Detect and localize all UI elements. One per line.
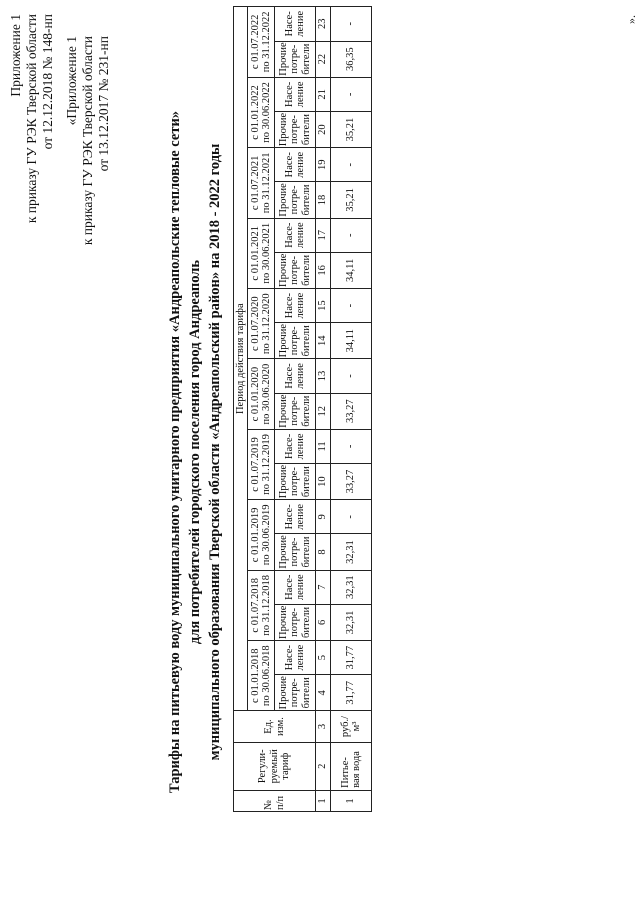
period-header: с 01.07.2022 по 31.12.2022 [248, 7, 275, 78]
row-num: 1 [331, 790, 372, 811]
appendix-previous [64, 36, 112, 304]
column-number: 4 [316, 675, 331, 711]
subheader-population: Насе-ление [275, 77, 316, 111]
document-title [165, 60, 225, 844]
tariff-value: - [331, 77, 372, 111]
period-header: с 01.01.2020 по 30.06.2020 [248, 359, 275, 429]
tariff-value: 32,31 [331, 534, 372, 570]
subheader-other: Прочие потре-бители [275, 464, 316, 500]
column-number: 3 [316, 711, 331, 742]
closing-mark: ». [624, 15, 638, 24]
appendix-current-line2: к приказу ГУ РЭК Тверской области [24, 14, 39, 224]
appendix-previous-line2: к приказу ГУ РЭК Тверской области [80, 36, 95, 246]
appendix-current-line3: от 12.12.2018 № 148-нп [40, 14, 55, 150]
subheader-population: Насе-ление [275, 288, 316, 322]
column-number: 7 [316, 570, 331, 604]
subheader-other: Прочие потре-бители [275, 393, 316, 429]
column-number: 18 [316, 182, 331, 218]
tariff-value: - [331, 7, 372, 42]
tariff-value: 31,77 [331, 641, 372, 675]
period-header: с 01.01.2018 по 30.06.2018 [248, 641, 275, 711]
subheader-other: Прочие потре-бители [275, 252, 316, 288]
column-number: 16 [316, 252, 331, 288]
tariff-value: - [331, 500, 372, 534]
column-number: 17 [316, 218, 331, 252]
column-number: 20 [316, 111, 331, 147]
tariff-value: - [331, 359, 372, 393]
period-header: с 01.07.2019 по 31.12.2019 [248, 429, 275, 499]
column-number: 2 [316, 742, 331, 790]
column-number: 22 [316, 41, 331, 77]
column-number: 23 [316, 7, 331, 42]
subheader-population: Насе-ление [275, 570, 316, 604]
row-unit: руб./м³ [331, 711, 372, 742]
tariff-value: - [331, 288, 372, 322]
subheader-population: Насе-ление [275, 359, 316, 393]
subheader-population: Насе-ление [275, 7, 316, 42]
tariff-value: 33,27 [331, 464, 372, 500]
header-tariff: Регули-руемый тариф [234, 742, 316, 790]
subheader-population: Насе-ление [275, 500, 316, 534]
column-number: 15 [316, 288, 331, 322]
column-number: 8 [316, 534, 331, 570]
subheader-population: Насе-ление [275, 641, 316, 675]
column-number: 1 [316, 790, 331, 811]
column-number: 9 [316, 500, 331, 534]
period-header: с 01.01.2022 по 30.06.2022 [248, 77, 275, 147]
table-row [331, 7, 372, 812]
tariff-value: - [331, 218, 372, 252]
column-number: 11 [316, 429, 331, 463]
tariff-value: 31,77 [331, 675, 372, 711]
tariff-value: - [331, 148, 372, 182]
subheader-other: Прочие потре-бители [275, 604, 316, 640]
appendix-current-line1: Приложение 1 [8, 14, 23, 97]
header-num: № п/п [234, 790, 316, 811]
tariff-value: 32,31 [331, 570, 372, 604]
column-number: 19 [316, 148, 331, 182]
period-header-row [248, 7, 275, 812]
column-number: 14 [316, 323, 331, 359]
tariff-value: - [331, 429, 372, 463]
tariff-value: 35,21 [331, 111, 372, 147]
period-header: с 01.01.2019 по 30.06.2019 [248, 500, 275, 570]
subheader-other: Прочие потре-бители [275, 323, 316, 359]
appendix-current [8, 14, 56, 304]
column-number: 6 [316, 604, 331, 640]
column-number-row [316, 7, 331, 812]
appendix-previous-line1: «Приложение 1 [64, 36, 79, 126]
tariff-value: 33,27 [331, 393, 372, 429]
period-header: с 01.07.2021 по 31.12.2021 [248, 148, 275, 218]
subheader-population: Насе-ление [275, 218, 316, 252]
tariff-value: 36,35 [331, 41, 372, 77]
header-period: Период действия тарифа [234, 7, 248, 711]
subheader-population: Насе-ление [275, 148, 316, 182]
subheader-other: Прочие потре-бители [275, 41, 316, 77]
column-number: 12 [316, 393, 331, 429]
column-number: 5 [316, 641, 331, 675]
title-line2: для потребителей городского поселения город Андреаполь [187, 259, 203, 645]
subheader-population: Насе-ление [275, 429, 316, 463]
tariff-value: 34,11 [331, 323, 372, 359]
title-line3: муниципального образования Тверской области «Андреапольский район» на 2018 - 2022 годы [207, 143, 223, 761]
subheader-other: Прочие потре-бители [275, 111, 316, 147]
tariff-table [233, 6, 372, 812]
tariff-value: 35,21 [331, 182, 372, 218]
period-header: с 01.07.2018 по 31.12.2018 [248, 570, 275, 640]
tariff-value: 34,11 [331, 252, 372, 288]
title-line1: Тарифы на питьевую воду муниципального унитарного предприятия «Андреапольские тепловые сети» [167, 110, 183, 794]
tariff-value: 32,31 [331, 604, 372, 640]
column-number: 10 [316, 464, 331, 500]
appendix-previous-line3: от 13.12.2017 № 231-нп [96, 36, 111, 172]
header-unit: Ед. изм. [234, 711, 316, 742]
period-header: с 01.07.2020 по 31.12.2020 [248, 288, 275, 358]
column-number: 21 [316, 77, 331, 111]
row-tariff: Питье-вая вода [331, 742, 372, 790]
subheader-other: Прочие потре-бители [275, 182, 316, 218]
subheader-other: Прочие потре-бители [275, 675, 316, 711]
subheader-other: Прочие потре-бители [275, 534, 316, 570]
period-header: с 01.01.2021 по 30.06.2021 [248, 218, 275, 288]
subheader-row [275, 7, 316, 812]
column-number: 13 [316, 359, 331, 393]
